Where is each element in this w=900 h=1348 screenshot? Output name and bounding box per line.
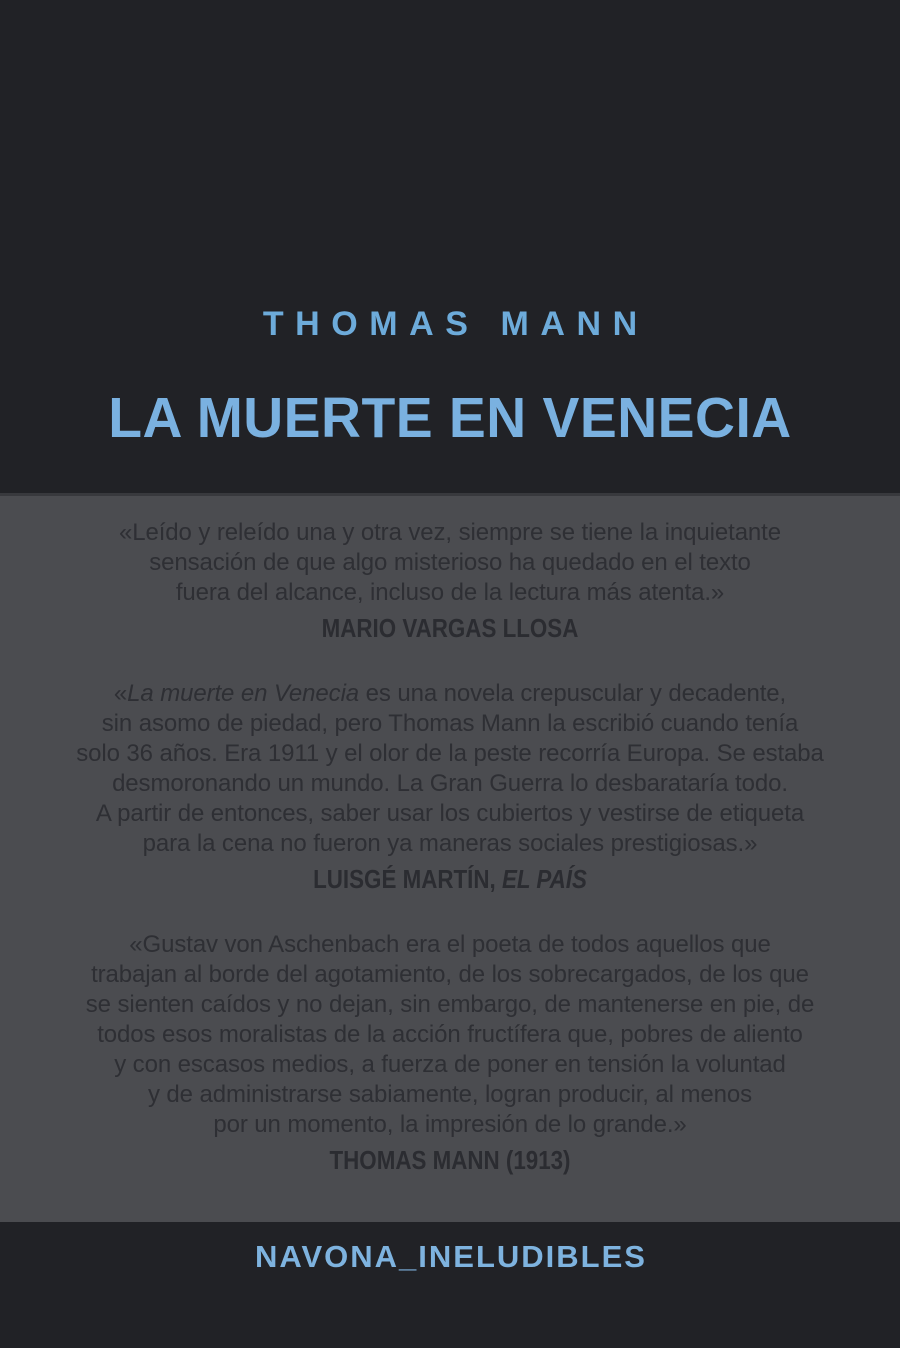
quote-line — [0, 1110, 900, 1140]
quote-line — [0, 548, 900, 578]
quote-line — [0, 1020, 900, 1050]
quote-attribution — [63, 613, 837, 643]
quote-line — [0, 799, 900, 829]
text-segment: sensación de que algo misterioso ha quedado en el texto — [149, 549, 751, 576]
quote-block — [0, 518, 900, 643]
text-segment: «Gustav von Aschenbach era el poeta de todos aquellos que — [129, 931, 771, 958]
text-segment: y con escasos medios, a fuerza de poner en tensión la voluntad — [114, 1051, 786, 1078]
text-segment: THOMAS MANN (1913) — [329, 1145, 571, 1175]
book-title: LA MUERTE EN VENECIA — [108, 386, 792, 450]
quote-attribution — [63, 864, 837, 894]
text-segment: LUISGÉ MARTÍN, — [313, 864, 502, 894]
quote-line — [0, 930, 900, 960]
quote-line — [0, 829, 900, 859]
quote-block — [0, 679, 900, 894]
quote-line — [0, 769, 900, 799]
quote-line — [0, 739, 900, 769]
text-segment: MARIO VARGAS LLOSA — [321, 613, 579, 643]
text-segment: A partir de entonces, saber usar los cubiertos y vestirse de etiqueta — [95, 800, 805, 827]
quote-line — [0, 960, 900, 990]
text-segment: es una novela crepuscular y decadente, — [359, 680, 787, 707]
text-segment: por un momento, la impresión de lo grande.» — [213, 1111, 687, 1138]
text-segment: solo 36 años. Era 1911 y el olor de la peste recorría Europa. Se estaba — [76, 740, 824, 767]
text-segment: se sienten caídos y no dejan, sin embargo, de mantenerse en pie, de — [85, 991, 815, 1018]
text-segment: «Leído y releído una y otra vez, siempre se tiene la inquietante — [118, 519, 781, 546]
cover-bottom-section — [0, 1222, 900, 1348]
text-segment: fuera del alcance, incluso de la lectura más atenta.» — [175, 579, 725, 606]
quote-line — [0, 578, 900, 608]
quote-line — [0, 709, 900, 739]
text-segment: La muerte en Venecia — [127, 680, 360, 707]
quote-line — [0, 518, 900, 548]
text-segment: sin asomo de piedad, pero Thomas Mann la escribió cuando tenía — [101, 710, 799, 737]
text-segment: todos esos moralistas de la acción fructífera que, pobres de aliento — [97, 1021, 803, 1048]
text-segment: trabajan al borde del agotamiento, de los sobrecargados, de los que — [91, 961, 809, 988]
quote-attribution — [63, 1145, 837, 1175]
text-segment: « — [113, 680, 128, 707]
text-segment: desmoronando un mundo. La Gran Guerra lo desbarataría todo. — [112, 770, 788, 797]
quote-line — [0, 1080, 900, 1110]
author-name: THOMAS MANN — [262, 305, 649, 343]
quote-line — [0, 990, 900, 1020]
text-segment: para la cena no fueron ya maneras sociales prestigiosas.» — [142, 830, 758, 857]
quote-block — [0, 930, 900, 1175]
quote-line — [0, 679, 900, 709]
quotes-panel — [0, 493, 900, 1222]
quote-line — [0, 1050, 900, 1080]
text-segment: y de administrarse sabiamente, logran producir, al menos — [147, 1081, 753, 1108]
text-segment: EL PAÍS — [501, 864, 587, 894]
publisher-imprint: NAVONA_INELUDIBLES — [255, 1239, 647, 1274]
